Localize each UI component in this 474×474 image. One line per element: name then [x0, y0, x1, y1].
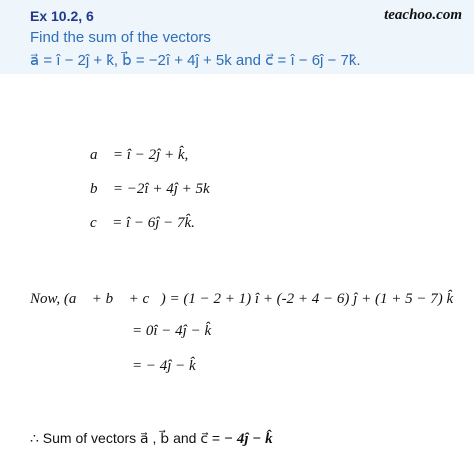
solution-step-3 [132, 357, 196, 375]
question-line-2: a⃗ = î − 2ĵ + k̂, b⃗ = −2î + 4ĵ + 5k and c⃗ = î − 6ĵ − 7k̂. [30, 52, 361, 69]
solution-step-1-text: Now, (a⃗ + b⃗ + c⃗) = (1 − 2 + 1) î + (-2 + 4 − 6) ĵ + (1 + 5 − 7) k̂ [30, 291, 454, 307]
given-vector-b-text: b⃗ = −2î + 4ĵ + 5k [90, 181, 210, 197]
solution-step-2-text: = 0î − 4ĵ − k̂ [132, 323, 212, 339]
question-line-1: Find the sum of the vectors [30, 29, 211, 46]
brand-logo-text: teachoo.com [384, 7, 462, 23]
given-vector-a-text: a⃗ = î − 2ĵ + k̂, [90, 147, 189, 163]
conclusion-line [30, 430, 273, 448]
given-vector-c-text: c⃗ = î − 6ĵ − 7k̂. [90, 215, 195, 231]
given-vector-b [90, 180, 210, 198]
conclusion-answer: − 4ĵ − k̂ [223, 431, 273, 447]
exercise-number: Ex 10.2, 6 [30, 8, 94, 24]
solution-step-2 [132, 322, 211, 340]
given-vector-a [90, 146, 188, 164]
solution-step-1 [30, 290, 453, 308]
given-vector-c [90, 214, 195, 232]
conclusion-prefix: ∴ Sum of vectors a⃗ , b⃗ and c⃗ = [30, 430, 221, 446]
header-band [0, 0, 474, 74]
solution-step-3-text: = − 4ĵ − k̂ [132, 358, 196, 374]
